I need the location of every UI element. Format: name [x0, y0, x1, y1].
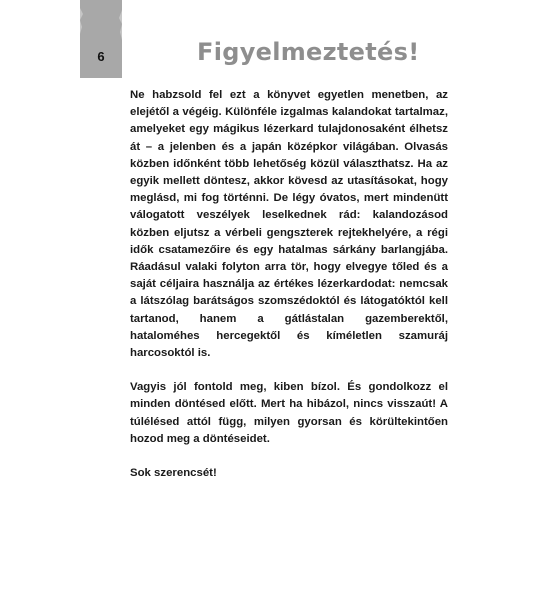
- paragraph-intro: Ne habzsold fel ezt a könyvet egyetlen menetben, az elejétől a végéig. Különféle izgalmas kalandokat tartalmaz, amelyeket egy mágikus lézerkard tulajdonosaként élhetsz át – a jelenben és a japán középkor világában. Olvasás közben időnként több lehetőség közül választhatsz. Ha az egyik mellett döntesz, akkor kövesd az utasításokat, hogy meglásd, mi fog történni. De légy óvatos, mert mindenütt válogatott veszélyek leselkednek rád: kalandozásod közben eljutsz a vérbeli gengszterek rejtekhelyére, a régi idők csatamezőire és egy hatalmas sárkány barlangjába. Ráadásul valaki folyton arra tör, hogy elvegye tőled és a saját céljaira használja az értékes lézerkardodat: nemcsak a látszólag barátságos szomszédoktól és látogatóktól kell tartanod, hanem a gátlástalan gazemberektől, hataloméhes hercegektől és kíméletlen szamuráj harcosoktól is.: [130, 89, 448, 360]
- page-number: 6: [97, 49, 105, 64]
- tab-rough-edge-decoration: [80, 0, 122, 78]
- page-title: Figyelmeztetés!: [197, 38, 420, 66]
- paragraph-closing: Sok szerencsét!: [130, 467, 217, 480]
- page-number-tab: [80, 0, 122, 78]
- body-text: [130, 87, 448, 499]
- paragraph-advice: Vagyis jól fontold meg, kiben bízol. És gondolkozz el minden döntésed előtt. Mert ha hibázol, nincs visszaút! A túlélésed attól függ, milyen gyorsan és körültekintően hozod meg a döntéseidet.: [130, 381, 448, 445]
